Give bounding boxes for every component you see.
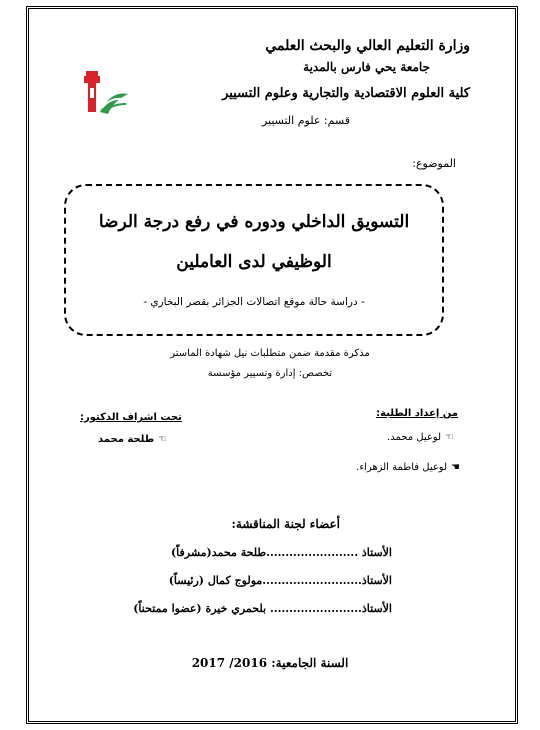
- university-name: جامعة يحي فارس بالمدية: [303, 60, 430, 74]
- department-name: قسم: علوم التسيير: [261, 114, 350, 127]
- hand-pointer-icon: ☜: [158, 434, 168, 445]
- jury-member-1: الأستاذ ........................طلحة محمد(مشرفاً): [170, 546, 392, 559]
- faculty-name: كلية العلوم الاقتصادية والتجارية وعلوم التسيير: [222, 86, 470, 101]
- academic-year: السنة الجامعية: 2016/ 2017: [191, 656, 349, 670]
- hand-pointer-icon: ☚: [451, 462, 460, 473]
- supervisor-name: ☜طلحة محمد: [98, 434, 168, 445]
- students-heading: من إعداد الطلبة:: [376, 408, 458, 419]
- ministry-name: وزارة التعليم العالي والبحث العلمي: [265, 38, 470, 54]
- student-name-2: ☚لوعيل فاطمة الزهراء.: [356, 462, 460, 473]
- jury-member-3: الأستاذ........................ بلحمري خيرة (عضوا ممتحناً): [133, 602, 392, 615]
- supervisor-heading: تحت اشراف الدكتور:: [80, 412, 182, 423]
- jury-heading: أعضاء لجنة المناقشة:: [231, 517, 340, 531]
- university-logo: [78, 68, 130, 120]
- specialty: تخصص: إدارة وتسيير مؤسسة: [207, 368, 333, 379]
- thesis-note: مذكرة مقدمة ضمن متطلبات نيل شهادة الماستر: [170, 348, 370, 359]
- case-study: - دراسة حالة موقع اتصالات الجزائر بقصر البخاري -: [143, 296, 365, 308]
- hand-pointer-icon: ☜: [445, 432, 454, 443]
- title-line-1: التسويق الداخلي ودوره في رفع درجة الرضا: [98, 212, 410, 232]
- subject-label: الموضوع:: [412, 157, 456, 170]
- student-name-1: ☜لوعيل محمد.: [387, 432, 454, 443]
- title-line-2: الوظيفي لدى العاملين: [176, 252, 332, 272]
- title-box: [64, 184, 444, 336]
- jury-member-2: الأستاذ..........................مولوج كمال (رئيساً): [168, 574, 392, 587]
